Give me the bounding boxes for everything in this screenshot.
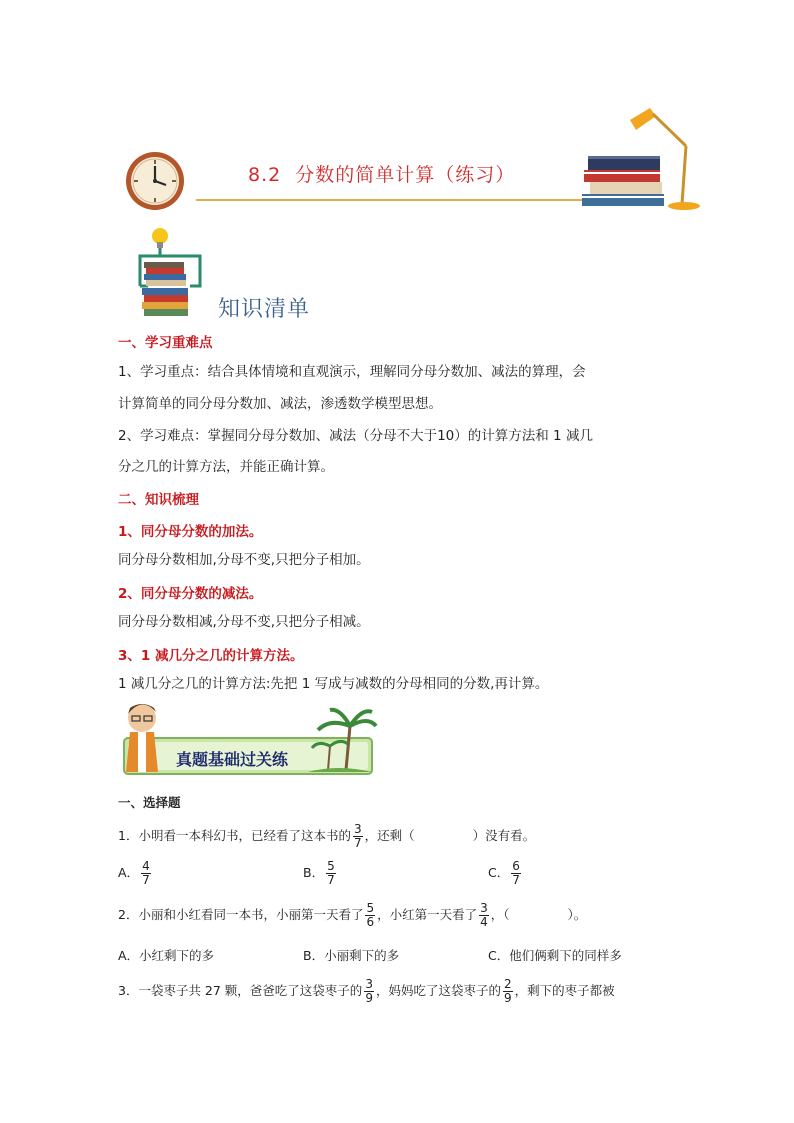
q1-text-mid: ，还剩（: [364, 828, 415, 843]
q1-option-c[interactable]: C． $\frac{6}{7}$: [488, 859, 520, 887]
question-1: [118, 823, 535, 850]
q3-fraction-2: $\frac{2}{9}$: [503, 977, 512, 1005]
section1-heading: 一、学习重难点: [118, 335, 213, 351]
section1-p1-line1: 1、学习重点：结合具体情境和直观演示，理解同分母分数加、减法的算理，会: [118, 364, 586, 380]
page-title: [248, 160, 515, 187]
title-underline: [196, 199, 586, 201]
practice-banner: [118, 700, 378, 782]
choice-heading: 一、选择题: [118, 795, 181, 810]
q1-fraction: $\frac{3}{7}$: [353, 822, 362, 850]
section2-h1: 1、同分母分数的加法。: [118, 524, 263, 540]
knowledge-books-icon: [134, 224, 216, 322]
section2-h2: 2、同分母分数的减法。: [118, 586, 263, 602]
section2-t3: 1 减几分之几的计算方法:先把 1 写成与减数的分母相同的分数,再计算。: [118, 676, 549, 692]
section2-h3: 3、1 减几分之几的计算方法。: [118, 648, 304, 664]
q1-option-a[interactable]: A． $\frac{4}{7}$: [118, 859, 150, 887]
books-lamp-icon: [578, 100, 708, 215]
q1-text-post: ）没有看。: [472, 828, 536, 843]
title-number: 8.2: [248, 164, 282, 186]
section1-p2-line1: 2、学习难点：掌握同分母分数加、减法（分母不大于10）的计算方法和 1 减几: [118, 428, 593, 444]
q2-option-a[interactable]: A．小红剩下的多: [118, 948, 215, 963]
q2-fraction-1: $\frac{5}{6}$: [366, 901, 375, 929]
q1-option-b[interactable]: B． $\frac{5}{7}$: [303, 859, 335, 887]
practice-banner-label: 真题基础过关练: [176, 750, 289, 769]
q3-fraction-1: $\frac{3}{9}$: [365, 977, 373, 1005]
title-text: 分数的简单计算（练习）: [295, 164, 516, 186]
clock-icon: [124, 150, 186, 212]
q2-fraction-2: $\frac{3}{4}$: [480, 901, 488, 929]
knowledge-label: 知识清单: [218, 297, 311, 322]
q2-option-c[interactable]: C．他们俩剩下的同样多: [488, 948, 622, 963]
question-2: 2．小丽和小红看同一本书，小丽第一天看了 $\frac{5}{6}$ ，小红第一天看了 $\frac{3}{4}$ ，（ ）。: [118, 901, 587, 929]
question-3: 3．一袋枣子共 27 颗，爸爸吃了这袋枣子的 $\frac{3}{9}$ ，妈妈吃了这袋枣子的 $\frac{2}{9}$ ，剩下的枣子都被: [118, 977, 615, 1005]
q1-text-pre: 1．小明看一本科幻书，已经看了这本书的: [118, 828, 351, 843]
section2-t1: 同分母分数相加,分母不变,只把分子相加。: [118, 552, 370, 568]
section1-p1-line2: 计算简单的同分母分数加、减法，渗透数学模型思想。: [118, 396, 442, 412]
section1-p2-line2: 分之几的计算方法，并能正确计算。: [118, 459, 334, 475]
section2-heading: 二、知识梳理: [118, 492, 199, 508]
q2-option-b[interactable]: B．小丽剩下的多: [303, 948, 400, 963]
section2-t2: 同分母分数相减,分母不变,只把分子相减。: [118, 614, 370, 630]
